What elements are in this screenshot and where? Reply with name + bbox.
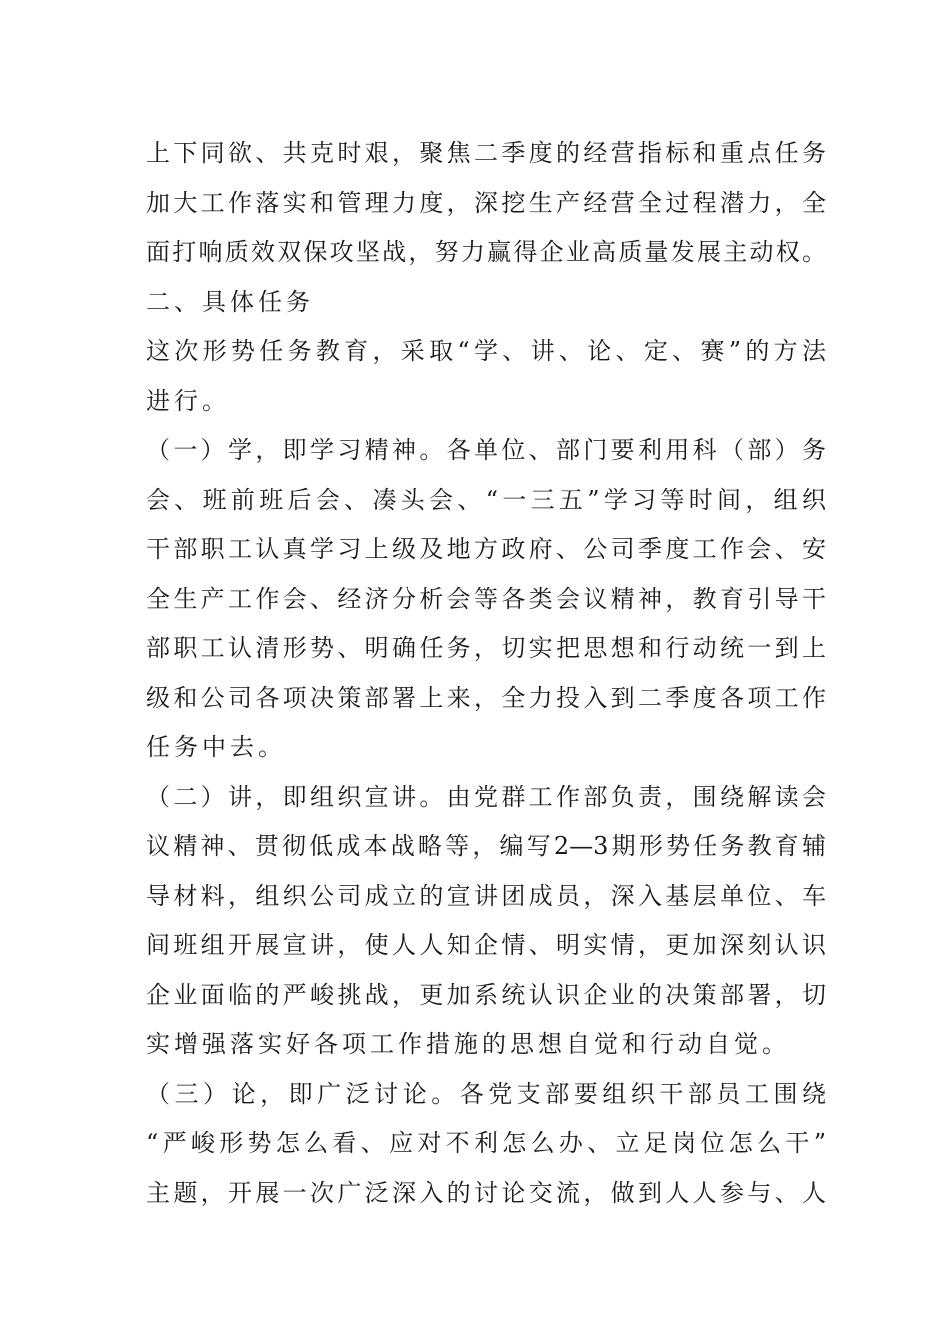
text-line: 级和公司各项决策部署上来，全力投入到二季度各项工作 <box>146 683 826 712</box>
text-line: 实增强落实好各项工作措施的思想自觉和行动自觉。 <box>146 1030 790 1058</box>
text-line: 这次形势任务教育，采取“学、讲、论、定、赛”的方法 <box>146 337 826 365</box>
text-line: “严峻形势怎么看、应对不利怎么办、立足岗位怎么干” <box>146 1129 826 1157</box>
text-line: 议精神、贯彻低成本战略等，编写2—3期形势任务教育辅 <box>146 832 826 860</box>
text-line: 会、班前班后会、凑头会、“一三五”学习等时间，组织 <box>146 485 826 514</box>
text-line: 企业面临的严峻挑战，更加系统认识企业的决策部署，切 <box>146 980 826 1009</box>
text-line: 部职工认清形势、明确任务，切实把思想和行动统一到上 <box>146 634 826 662</box>
document-body <box>146 129 826 1218</box>
text-line: 全生产工作会、经济分析会等各类会议精神，教育引导干 <box>146 584 826 613</box>
text-line: 任务中去。 <box>146 733 286 761</box>
text-line: 主题，开展一次广泛深入的讨论交流，做到人人参与、人 <box>146 1178 826 1207</box>
text-line: （三）论，即广泛讨论。各党支部要组织干部员工围绕 <box>146 1079 826 1108</box>
text-line: 干部职工认真学习上级及地方政府、公司季度工作会、安 <box>146 535 826 563</box>
text-line: 上下同欲、共克时艰，聚焦二季度的经营指标和重点任务 <box>146 139 826 167</box>
text-line: （一）学，即学习精神。各单位、部门要利用科（部）务 <box>146 436 826 464</box>
text-line: （二）讲，即组织宣讲。由党群工作部负责，围绕解读会 <box>146 782 826 811</box>
text-line: 加大工作落实和管理力度，深挖生产经营全过程潜力，全 <box>146 188 826 217</box>
text-line: 进行。 <box>146 386 230 415</box>
text-line: 导材料，组织公司成立的宣讲团成员，深入基层单位、车 <box>146 881 826 910</box>
section-heading: 二、具体任务 <box>146 287 314 316</box>
text-line: 间班组开展宣讲，使人人知企情、明实情，更加深刻认识 <box>146 931 826 959</box>
text-line: 面打响质效双保攻坚战，努力赢得企业高质量发展主动权。 <box>146 238 826 266</box>
